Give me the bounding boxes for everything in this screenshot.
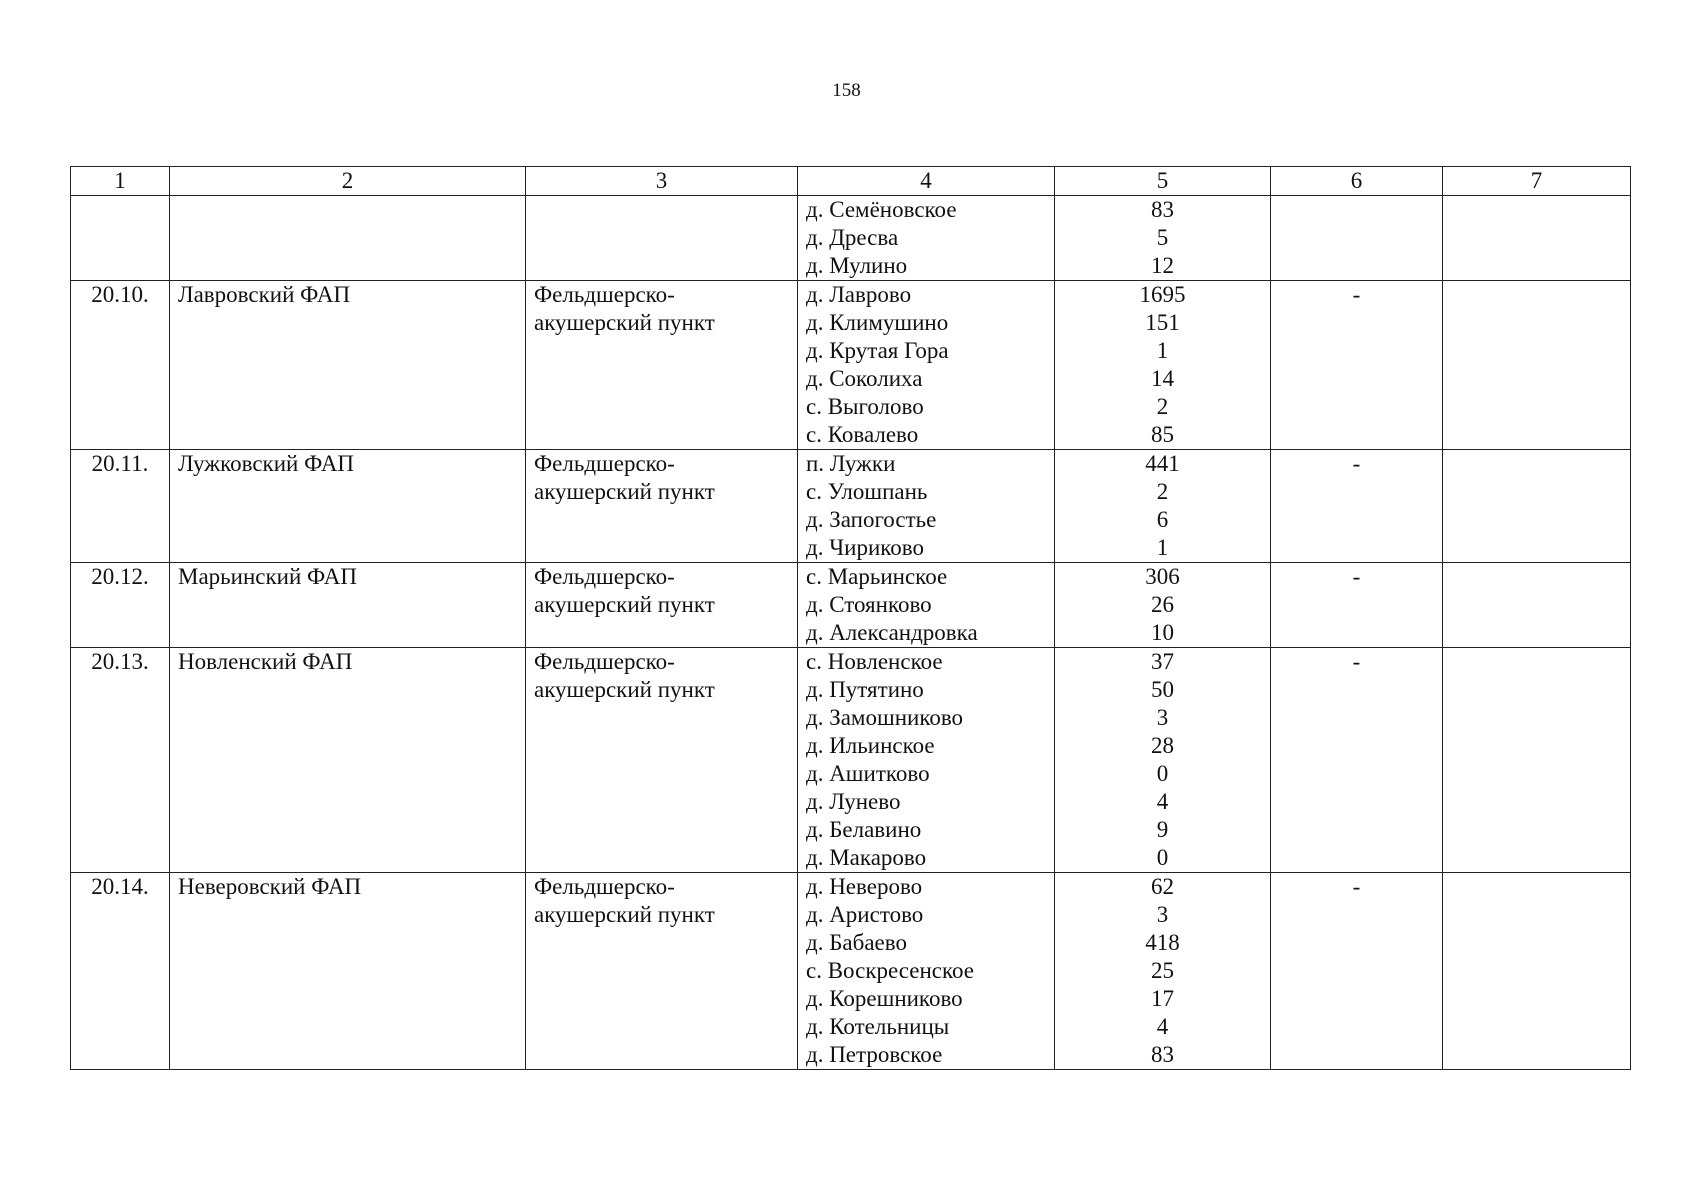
table-row	[71, 281, 1631, 450]
facility-table	[70, 166, 1631, 1070]
header-cell: 2	[170, 167, 526, 196]
locality: с. Новленское	[806, 649, 943, 674]
population-value: 85	[1151, 422, 1174, 447]
locality: д. Лаврово	[806, 282, 912, 307]
table-row	[71, 196, 1631, 281]
page-number: 158	[832, 80, 861, 101]
locality: с. Ковалево	[806, 422, 919, 447]
locality: д. Соколиха	[806, 366, 923, 391]
facility-type	[526, 196, 798, 281]
localities-cell	[798, 873, 1055, 1070]
column-6-value: -	[1271, 648, 1443, 873]
column-6-value: -	[1271, 450, 1443, 563]
locality: д. Петровское	[806, 1042, 943, 1067]
population-value: 62	[1151, 874, 1174, 899]
population-value: 2	[1156, 394, 1169, 419]
column-7-value	[1443, 281, 1631, 450]
header-cell: 1	[71, 167, 170, 196]
population-value: 3	[1156, 705, 1169, 730]
population-value: 83	[1151, 197, 1174, 222]
population-value: 418	[1145, 930, 1180, 955]
population-cell	[1055, 873, 1271, 1070]
population-value: 9	[1156, 817, 1169, 842]
locality: д. Александровка	[806, 620, 978, 645]
locality: д. Чириково	[806, 535, 924, 560]
facility-type: Фельдшерско-акушерский пункт	[526, 873, 798, 1070]
population-cell	[1055, 648, 1271, 873]
column-6-value: -	[1271, 873, 1443, 1070]
population-value: 441	[1145, 451, 1180, 476]
facility-name: Лужковский ФАП	[170, 450, 526, 563]
population-value: 14	[1151, 366, 1174, 391]
locality: д. Стоянково	[806, 592, 932, 617]
population-value: 0	[1156, 845, 1169, 870]
localities-cell	[798, 196, 1055, 281]
facility-name: Неверовский ФАП	[170, 873, 526, 1070]
locality: д. Климушино	[806, 310, 949, 335]
locality: д. Лунево	[806, 789, 901, 814]
facility-type: Фельдшерско-акушерский пункт	[526, 648, 798, 873]
row-number: 20.13.	[71, 648, 170, 873]
localities-cell	[798, 563, 1055, 648]
row-number: 20.11.	[71, 450, 170, 563]
population-cell	[1055, 563, 1271, 648]
header-cell: 6	[1271, 167, 1443, 196]
locality: с. Марьинское	[806, 564, 948, 589]
locality: с. Улошпань	[806, 479, 928, 504]
localities-cell	[798, 281, 1055, 450]
locality: д. Белавино	[806, 817, 922, 842]
header-cell: 3	[526, 167, 798, 196]
row-number: 20.12.	[71, 563, 170, 648]
population-value: 306	[1145, 564, 1180, 589]
locality: д. Семёновское	[806, 197, 957, 222]
population-value: 5	[1156, 225, 1169, 250]
locality: д. Замошниково	[806, 705, 964, 730]
column-6-value	[1271, 196, 1443, 281]
table-row	[71, 648, 1631, 873]
locality: п. Лужки	[806, 451, 896, 476]
column-6-value: -	[1271, 281, 1443, 450]
header-row	[71, 167, 1631, 196]
population-value: 1695	[1139, 282, 1186, 307]
population-value: 12	[1151, 253, 1174, 278]
population-value: 151	[1145, 310, 1180, 335]
facility-type: Фельдшерско-акушерский пункт	[526, 563, 798, 648]
population-cell	[1055, 450, 1271, 563]
locality: д. Дресва	[806, 225, 899, 250]
facility-name: Новленский ФАП	[170, 648, 526, 873]
locality: с. Выголово	[806, 394, 924, 419]
population-value: 83	[1151, 1042, 1174, 1067]
locality: д. Неверово	[806, 874, 923, 899]
population-value: 26	[1151, 592, 1174, 617]
column-7-value	[1443, 196, 1631, 281]
population-value: 6	[1156, 507, 1169, 532]
header-cell: 5	[1055, 167, 1271, 196]
population-cell	[1055, 281, 1271, 450]
facility-name	[170, 196, 526, 281]
column-6-value: -	[1271, 563, 1443, 648]
locality: д. Крутая Гора	[806, 338, 949, 363]
population-value: 28	[1151, 733, 1174, 758]
locality: д. Котельницы	[806, 1014, 950, 1039]
locality: д. Бабаево	[806, 930, 907, 955]
row-number	[71, 196, 170, 281]
locality: с. Воскресенское	[806, 958, 974, 983]
facility-name: Марьинский ФАП	[170, 563, 526, 648]
row-number: 20.10.	[71, 281, 170, 450]
locality: д. Путятино	[806, 677, 924, 702]
column-7-value	[1443, 563, 1631, 648]
population-value: 1	[1156, 535, 1169, 560]
facility-type: Фельдшерско-акушерский пункт	[526, 281, 798, 450]
table-row	[71, 873, 1631, 1070]
column-7-value	[1443, 450, 1631, 563]
population-value: 0	[1156, 761, 1169, 786]
population-value: 1	[1156, 338, 1169, 363]
locality: д. Аристово	[806, 902, 924, 927]
table-row	[71, 563, 1631, 648]
locality: д. Ашитково	[806, 761, 930, 786]
facility-name: Лавровский ФАП	[170, 281, 526, 450]
population-value: 10	[1151, 620, 1174, 645]
table-row	[71, 450, 1631, 563]
population-value: 17	[1151, 986, 1174, 1011]
population-value: 4	[1156, 1014, 1169, 1039]
locality: д. Запогостье	[806, 507, 937, 532]
localities-cell	[798, 648, 1055, 873]
population-value: 3	[1156, 902, 1169, 927]
population-cell	[1055, 196, 1271, 281]
column-7-value	[1443, 648, 1631, 873]
locality: д. Мулино	[806, 253, 908, 278]
localities-cell	[798, 450, 1055, 563]
locality: д. Корешниково	[806, 986, 963, 1011]
facility-type: Фельдшерско-акушерский пункт	[526, 450, 798, 563]
population-value: 25	[1151, 958, 1174, 983]
population-value: 37	[1151, 649, 1174, 674]
population-value: 4	[1156, 789, 1169, 814]
column-7-value	[1443, 873, 1631, 1070]
row-number: 20.14.	[71, 873, 170, 1070]
population-value: 2	[1156, 479, 1169, 504]
header-cell: 4	[798, 167, 1055, 196]
locality: д. Макарово	[806, 845, 927, 870]
population-value: 50	[1151, 677, 1174, 702]
header-cell: 7	[1443, 167, 1631, 196]
locality: д. Ильинское	[806, 733, 935, 758]
